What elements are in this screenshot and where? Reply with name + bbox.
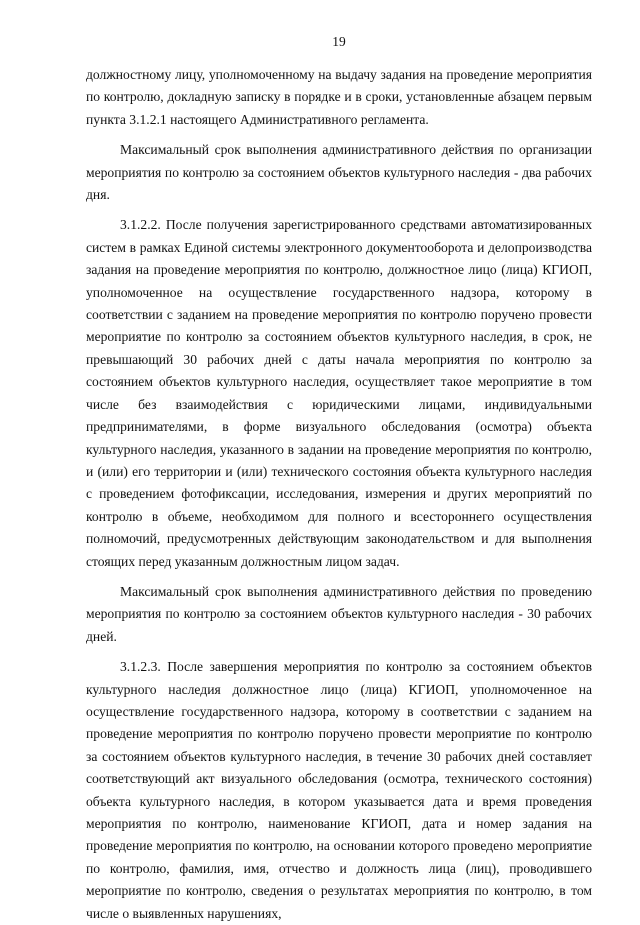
paragraph-3-1-2-3: 3.1.2.3. После завершения мероприятия по контролю за состоянием объектов культурного наследия должностное лицо (лица) КГИОП, уполномоченное на осуществление государственного надзора, которому в соответствии с заданием на проведение мероприятия по контролю поручено провести мероприятие по контролю за состоянием объектов культурного наследия, в течение 30 рабочих дней составляет соответствующий акт визуального обследования (осмотра, технического состояния) объекта культурного наследия, в котором указывается дата и время проведения мероприятия по контролю, наименование КГИОП, дата и номер задания на проведение мероприятия по контролю, на основании которого проведено мероприятие по контролю, фамилия, имя, отчество и должность лица (лиц), проводившего мероприятие по контролю, сведения о результатах мероприятия по контролю, в том числе о выявленных нарушениях,: [86, 659, 592, 921]
paragraph-continuation: должностному лицу, уполномоченному на выдачу задания на проведение мероприятия по контролю, докладную записку в порядке и в сроки, установленные абзацем первым пункта 3.1.2.1 настоящего Административного регламента.: [86, 67, 592, 127]
page-number: 19: [332, 34, 346, 49]
paragraph-deadline-organization: Максимальный срок выполнения административного действия по организации мероприятия по контролю за состоянием объектов культурного наследия - два рабочих дня.: [86, 142, 592, 203]
paragraph-3-1-2-2: 3.1.2.2. После получения зарегистрированного средствами автоматизированных систем в рамках Единой системы электронного документооборота и делопроизводства задания на проведение мероприятия по контролю, должностное лицо (лица) КГИОП, уполномоченное на осуществление государственного надзора, которому в соответствии с заданием на проведение мероприятия по контролю поручено провести мероприятие по контролю за состоянием объектов культурного наследия, в срок, не превышающий 30 рабочих дней с даты начала мероприятия по контролю за состоянием объектов культурного наследия, осуществляет такое мероприятие в том числе без взаимодействия с юридическими лицами, индивидуальными предпринимателями, в форме визуального обследования (осмотра) объекта культурного наследия, указанного в задании на проведение мероприятия по контролю, и (или) его территории и (или) технического состояния объекта культурного наследия с проведением фотофиксации, исследования, измерения и других мероприятий по контролю в объеме, необходимом для полного и всестороннего осуществления полномочий, предусмотренных действующим законодательством и для выполнения стоящих перед указанным должностным лицом задач.: [86, 217, 592, 569]
paragraph-deadline-conduct: Максимальный срок выполнения административного действия по проведению мероприятия по контролю за состоянием объектов культурного наследия - 30 рабочих дней.: [86, 583, 592, 644]
